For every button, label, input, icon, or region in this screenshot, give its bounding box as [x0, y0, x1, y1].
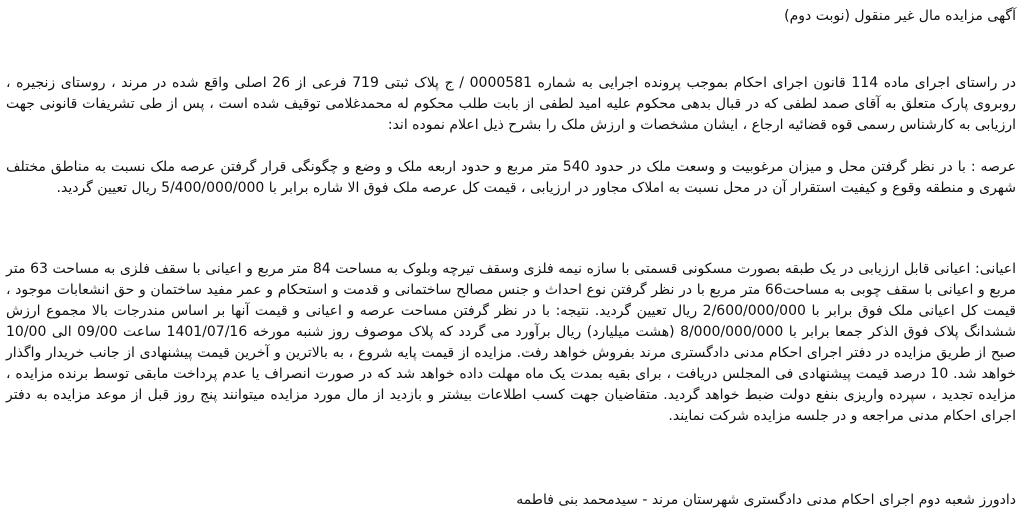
- land-paragraph: عرصه : با در نظر گرفتن محل و میزان مرغوبیت و وسعت ملک در حدود 540 متر مربع و حدود اربعه ملک و وضع و چگونگی قرار گرفتن عرصه ملک نسبت به مناطق مختلف شهری و منطقه وقوع و کیفیت استقرار آن در محل نسبت به املاک مجاور در ارزیابی ، قیمت کل عرصه ملک فوق الا شاره برابر با 5/400/000/000 ریال تعیین گردید.: [6, 159, 1017, 196]
- signature-line: دادورز شعبه دوم اجرای احکام مدنی دادگستری شهرستان مرند - سیدمحمد بنی فاطمه: [516, 492, 1016, 508]
- intro-paragraph: در راستای اجرای ماده 114 قانون اجرای احکام بموجب پرونده اجرایی به شماره 0000581 / ج پلاک ثبتی 719 فرعی از 26 اصلی واقع شده در مرند ، روستای زنجیره ، روبروی پارک متعلق به آقای صمد لطفی که در قبال بدهی محکوم علیه امید لطفی از بابت طلب محکوم له محمدغلامی توقیف شده است ، پس از طی تشریفات قانونی جهت ارزیابی به کارشناس رسمی قوه قضائیه ارجاع ، ایشان مشخصات و ارزش ملک را بشرح ذیل اعلام نموده اند:: [6, 75, 1016, 133]
- notice-title: آگهی مزایده مال غیر منقول (نوبت دوم): [784, 8, 1016, 24]
- building-paragraph: اعیانی: اعیانی قابل ارزیابی در یک طبقه بصورت مسکونی قسمتی با سازه نیمه فلزی وسقف تیرچه وبلوک به مساحت 84 متر مربع و اعیانی با سقف فلزی به مساحت 63 متر مربع و اعیانی با سقف چوبی به مساحت66 متر مربع با در نظر گرفتن نوع احداث و جنس مصالح ساختمانی و قدمت و استحکام و عمر مفید ساختمان و حق انشعابات موجود ، قیمت کل اعیانی ملک فوق برابر با 2/600/000/000 ریال تعیین گردید. نتیجه: با در نظر گرفتن مساحت عرصه و اعیانی و قیمت آنها بر اساس مندرجات بالا مجموع ارزش ششدانگ پلاک فوق الذکر جمعا برابر با 8/000/000/000 (هشت میلیارد) ریال برآورد می گردد که پلاک موصوف روز شنبه مورخه 1401/07/16 ساعت 09/00 الی 10/00 صبح از طریق مزایده در دفتر اجرای احکام مدنی دادگستری مرند بفروش خواهد رفت. مزایده از قیمت پایه شروع ، به بالاترین و آخرین قیمت پیشنهادی از جانب خریدار واگذار خواهد شد. 10 درصد قیمت پیشنهادی فی المجلس دریافت ، برای بقیه بمدت یک ماه مهلت داده خواهد شد که در صورت انصراف یا عدم پرداخت مابقی توسط برنده مزایده ، مزایده تجدید ، سپرده واریزی بنفع دولت ضبط خواهد گردید. متقاضیان جهت کسب اطلاعات بیشتر و بازدید از مال مورد مزایده میتوانند پنج روز قبل از موعد مزایده به دفتر اجرای احکام مدنی مراجعه و در جلسه مزایده شرکت نمایند.: [6, 261, 1017, 424]
